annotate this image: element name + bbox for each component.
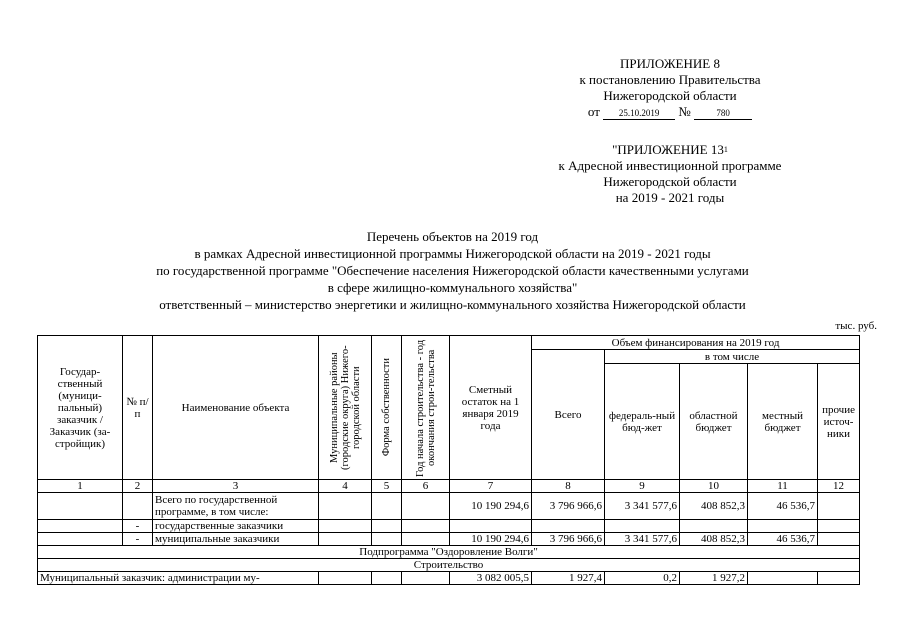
header-funding: Объем финансирования на 2019 год bbox=[532, 336, 860, 350]
table-row: - муниципальные заказчики 10 190 294,6 3 796 966,6 3 341 577,6 408 852,3 46 536,7 bbox=[38, 533, 860, 546]
appendix13-line2: к Адресной инвестиционной программе bbox=[558, 158, 782, 173]
section-row: Строительство bbox=[38, 559, 860, 572]
document-title: Перечень объектов на 2019 год в рамках Адресной инвестиционной программы Нижегородской области на 2019 - 2021 годы по государственной программе "Обеспечение населения Нижегородской области качественными услугами в сфере жилищно-коммунального хозяйства" ответственный – министерство энергетики и жилищно-коммунального хозяйства Нижегородской области bbox=[156, 229, 749, 312]
column-numbers-row: 1 2 3 4 5 6 7 8 9 10 11 12 bbox=[38, 480, 860, 493]
appendix13-line4: на 2019 - 2021 годы bbox=[615, 190, 725, 205]
appendix-line2: к постановлению Правительства bbox=[579, 72, 761, 87]
header-districts: Муниципальные районы (городские округа) Нижего-городской области bbox=[319, 336, 372, 480]
appendix13-title: "ПРИЛОЖЕНИЕ $13^1$ bbox=[612, 142, 728, 157]
appendix13-header bbox=[535, 142, 805, 206]
appendix13-line3: Нижегородской области bbox=[603, 174, 737, 189]
header-ownership: Форма собственности bbox=[372, 336, 402, 480]
header-including: в том числе bbox=[605, 350, 860, 364]
objects-table bbox=[37, 335, 860, 585]
header-local: местный бюджет bbox=[748, 364, 818, 480]
header-customer: Государ-ственный (муници-пальный) заказчик / Заказчик (за-стройщик) bbox=[38, 336, 123, 480]
appendix-title: ПРИЛОЖЕНИЕ 8 bbox=[620, 56, 720, 71]
header-years: Год начала строительства - год окончания строи-тельства bbox=[402, 336, 450, 480]
header-federal: федераль-ный бюд-жет bbox=[605, 364, 680, 480]
appendix-date: 25.10.2019 bbox=[603, 108, 675, 120]
subprogram-row: Подпрограмма "Оздоровление Волги" bbox=[38, 546, 860, 559]
header-other: прочие источ-ники bbox=[818, 364, 860, 480]
header-balance: Сметный остаток на 1 января 2019 года bbox=[450, 336, 532, 480]
header-regional: областной бюджет bbox=[680, 364, 748, 480]
header-num: № п/п bbox=[123, 336, 153, 480]
units-label: тыс. руб. bbox=[835, 320, 877, 332]
table-row: - государственные заказчики bbox=[38, 520, 860, 533]
appendix-header bbox=[540, 56, 800, 120]
header-total: Всего bbox=[532, 350, 605, 480]
header-object-name: Наименование объекта bbox=[153, 336, 319, 480]
appendix-line3: Нижегородской области bbox=[603, 88, 737, 103]
table-row: Всего по государственной программе, в том числе: 10 190 294,6 3 796 966,6 3 341 577,6 408 852,3 46 536,7 bbox=[38, 493, 860, 520]
table-row: Муниципальный заказчик: администрации му- 3 082 005,5 1 927,4 0,2 1 927,2 bbox=[38, 572, 860, 585]
appendix-date-line: от 25.10.2019 № 780 bbox=[540, 104, 800, 120]
appendix-number: 780 bbox=[694, 108, 752, 120]
